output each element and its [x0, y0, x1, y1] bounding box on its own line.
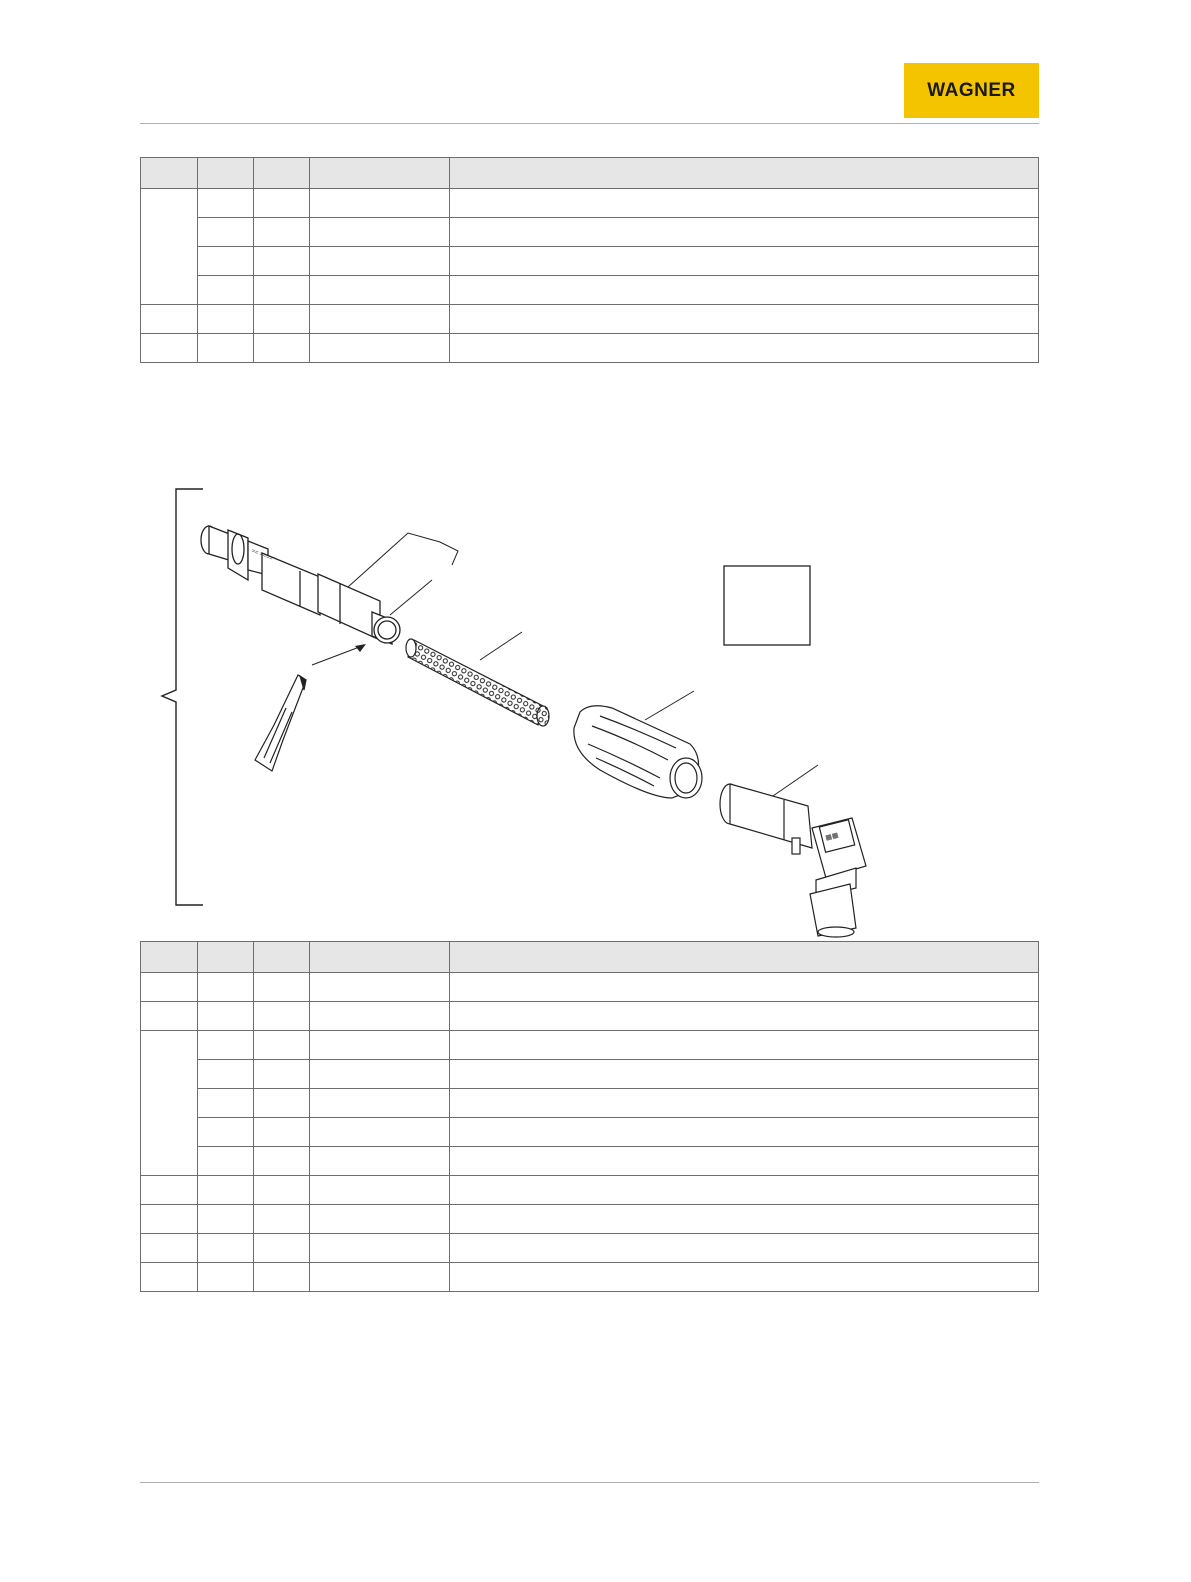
table-row: [141, 218, 1039, 247]
table-cell: [310, 305, 450, 334]
table-cell: [254, 1089, 310, 1118]
table-cell: [310, 1176, 450, 1205]
reference-box: [724, 566, 810, 645]
table-cell: [310, 973, 450, 1002]
table-row: [141, 973, 1039, 1002]
table-cell: [310, 1060, 450, 1089]
table-cell: [254, 334, 310, 363]
table-cell: [198, 1060, 254, 1089]
parts-table-top: [140, 157, 1039, 363]
table-cell: [254, 1263, 310, 1292]
table-cell: [310, 1089, 450, 1118]
table-cell: [310, 1234, 450, 1263]
table-cell: [198, 973, 254, 1002]
table-cell: [310, 1263, 450, 1292]
table-cell: [198, 1263, 254, 1292]
table-cell: [198, 1002, 254, 1031]
header-cell: [254, 942, 310, 973]
table-cell: [141, 189, 198, 305]
table-cell: [450, 189, 1039, 218]
header-rule: [140, 123, 1039, 124]
table-row: [141, 276, 1039, 305]
table-cell: [141, 1031, 198, 1176]
lubricant-tube: [255, 675, 306, 771]
table-cell: [450, 1176, 1039, 1205]
table-cell: [254, 276, 310, 305]
table-cell: [198, 276, 254, 305]
table-cell: [198, 247, 254, 276]
table-row: [141, 247, 1039, 276]
header-cell: [198, 942, 254, 973]
table-row: [141, 1234, 1039, 1263]
table-cell: [310, 1002, 450, 1031]
table-cell: [141, 1234, 198, 1263]
table-row: [141, 1002, 1039, 1031]
table-cell: [198, 1089, 254, 1118]
table-cell: [450, 973, 1039, 1002]
wagner-logo: [904, 63, 1039, 118]
table-cell: [450, 1060, 1039, 1089]
table-header-row: [141, 942, 1039, 973]
table-cell: [254, 247, 310, 276]
table-cell: [450, 218, 1039, 247]
table-cell: [254, 189, 310, 218]
table-cell: [450, 1002, 1039, 1031]
table-cell: [141, 973, 198, 1002]
table-cell: [450, 1234, 1039, 1263]
table-row: [141, 334, 1039, 363]
elbow-fitting: [720, 784, 866, 937]
assembly-brace: [162, 489, 203, 905]
table-row: [141, 1031, 1039, 1060]
header-cell: [450, 942, 1039, 973]
table-cell: [450, 1205, 1039, 1234]
table-cell: [141, 1002, 198, 1031]
table-cell: [450, 1089, 1039, 1118]
header-cell: [254, 158, 310, 189]
table-cell: [310, 247, 450, 276]
table-cell: [198, 305, 254, 334]
table-row: [141, 1147, 1039, 1176]
table-row: [141, 1118, 1039, 1147]
table-cell: [254, 1176, 310, 1205]
table-cell: [254, 1147, 310, 1176]
table-cell: [254, 973, 310, 1002]
header-cell: [310, 158, 450, 189]
footer-rule: [140, 1482, 1039, 1483]
table-cell: [198, 218, 254, 247]
table-cell: [450, 276, 1039, 305]
table-row: [141, 1089, 1039, 1118]
header-cell: [450, 158, 1039, 189]
table-cell: [450, 1147, 1039, 1176]
table-cell: [310, 1147, 450, 1176]
table-cell: [198, 1031, 254, 1060]
table-cell: [310, 218, 450, 247]
table-cell: [310, 334, 450, 363]
parts-table-bottom: [140, 941, 1039, 1292]
table-cell: [450, 1031, 1039, 1060]
table-cell: [198, 1205, 254, 1234]
table-cell: [141, 1263, 198, 1292]
svg-text:▦▦: ▦▦: [824, 831, 840, 842]
table-cell: [254, 1118, 310, 1147]
table-cell: [141, 1205, 198, 1234]
header-cell: [198, 158, 254, 189]
table-cell: [450, 334, 1039, 363]
table-cell: [310, 189, 450, 218]
exploded-parts-drawing: [140, 470, 1039, 940]
table-cell: [310, 1205, 450, 1234]
table-row: [141, 1176, 1039, 1205]
table-cell: [310, 276, 450, 305]
header-cell: [310, 942, 450, 973]
logo-text: WAGNER: [927, 79, 1016, 101]
table-cell: [310, 1118, 450, 1147]
filter-cartridge: [406, 639, 549, 726]
table-cell: [254, 305, 310, 334]
table-cell: [254, 218, 310, 247]
table-row: [141, 1263, 1039, 1292]
svg-text:== ====: == ====: [250, 548, 274, 563]
table-cell: [450, 247, 1039, 276]
filter-housing-part: [201, 526, 400, 644]
table-cell: [254, 1234, 310, 1263]
table-cell: [450, 305, 1039, 334]
table-row: [141, 1205, 1039, 1234]
table-cell: [198, 1176, 254, 1205]
table-cell: [198, 1147, 254, 1176]
table-row: [141, 305, 1039, 334]
header-cell: [141, 158, 198, 189]
table-cell: [254, 1031, 310, 1060]
table-cell: [254, 1205, 310, 1234]
table-cell: [450, 1118, 1039, 1147]
table-cell: [198, 1118, 254, 1147]
union-nut: [574, 706, 702, 798]
table-cell: [254, 1002, 310, 1031]
table-cell: [198, 1234, 254, 1263]
table-row: [141, 189, 1039, 218]
table-cell: [141, 305, 198, 334]
table-cell: [198, 189, 254, 218]
header-cell: [141, 942, 198, 973]
table-cell: [141, 1176, 198, 1205]
table-cell: [254, 1060, 310, 1089]
table-cell: [310, 1031, 450, 1060]
table-header-row: [141, 158, 1039, 189]
table-cell: [450, 1263, 1039, 1292]
table-row: [141, 1060, 1039, 1089]
table-cell: [198, 334, 254, 363]
table-cell: [141, 334, 198, 363]
